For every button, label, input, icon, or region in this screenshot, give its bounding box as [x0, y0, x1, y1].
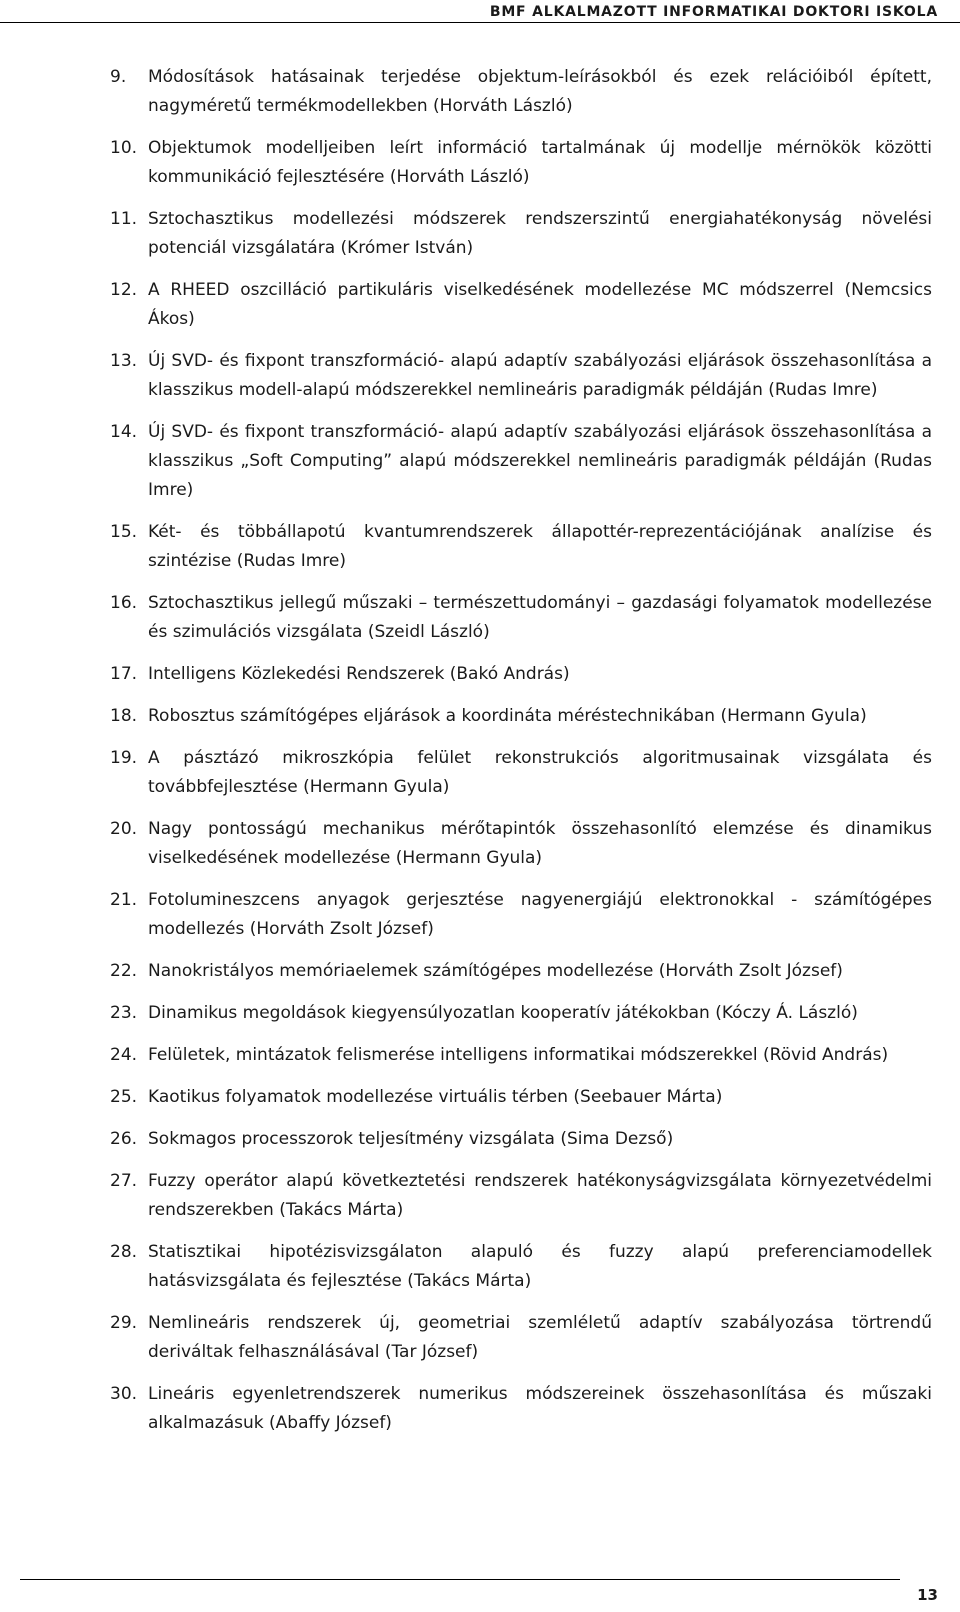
- list-item-number: 11.: [110, 209, 138, 229]
- list-item-number: 21.: [110, 890, 138, 910]
- list-item: [110, 518, 932, 576]
- list-item-number: 30.: [110, 1384, 138, 1404]
- list-item-text: Sztochasztikus jellegű műszaki – természettudományi – gazdasági folyamatok modellezése és szimulációs vizsgálata (Szeidl László): [148, 593, 932, 642]
- list-item: [110, 815, 932, 873]
- list-item: [110, 205, 932, 263]
- list-item: [110, 957, 932, 986]
- list-item: [110, 886, 932, 944]
- list-item: [110, 63, 932, 121]
- page-number: 13: [917, 1586, 938, 1604]
- page-footer: [0, 1552, 960, 1612]
- list-item-number: 14.: [110, 422, 138, 442]
- list-item-text: Dinamikus megoldások kiegyensúlyozatlan kooperatív játékokban (Kóczy Á. László): [148, 1003, 858, 1023]
- list-item-text: Új SVD- és fixpont transzformáció- alapú adaptív szabályozási eljárások összehasonlítása a klasszikus modell-alapú módszerekkel nemlineáris paradigmák példáján (Rudas Imre): [148, 351, 932, 400]
- list-item: [110, 1083, 932, 1112]
- list-item-text: Sokmagos processzorok teljesítmény vizsgálata (Sima Dezső): [148, 1129, 674, 1149]
- list-item: [110, 702, 932, 731]
- list-item-text: Lineáris egyenletrendszerek numerikus módszereinek összehasonlítása és műszaki alkalmazásuk (Abaffy József): [148, 1384, 932, 1433]
- list-item: [110, 999, 932, 1028]
- list-item-text: Objektumok modelljeiben leírt információ tartalmának új modellje mérnökök közötti kommunikáció fejlesztésére (Horváth László): [148, 138, 932, 187]
- list-item-number: 15.: [110, 522, 138, 542]
- list-item-text: Nagy pontosságú mechanikus mérőtapintók összehasonlító elemzése és dinamikus viselkedésének modellezése (Hermann Gyula): [148, 819, 932, 868]
- list-item: [110, 134, 932, 192]
- list-item: [110, 660, 932, 689]
- list-item: [110, 276, 932, 334]
- list-item: [110, 1238, 932, 1296]
- list-item-text: Sztochasztikus modellezési módszerek rendszerszintű energiahatékonyság növelési potenciál vizsgálatára (Krómer István): [148, 209, 932, 258]
- list-item: [110, 744, 932, 802]
- list-item-number: 17.: [110, 664, 138, 684]
- list-item-text: Nanokristályos memóriaelemek számítógépes modellezése (Horváth Zsolt József): [148, 961, 843, 981]
- list-item: [110, 347, 932, 405]
- list-item: [110, 589, 932, 647]
- header-divider: [0, 22, 960, 23]
- list-item-text: Intelligens Közlekedési Rendszerek (Bakó András): [148, 664, 570, 684]
- page-header: [0, 0, 960, 30]
- list-item-number: 23.: [110, 1003, 138, 1023]
- list-item-number: 13.: [110, 351, 138, 371]
- list-item-number: 12.: [110, 280, 138, 300]
- list-item-number: 25.: [110, 1087, 138, 1107]
- list-item: [110, 1309, 932, 1367]
- list-item-text: Két- és többállapotú kvantumrendszerek állapottér-reprezentációjának analízise és szintézise (Rudas Imre): [148, 522, 932, 571]
- list-item-number: 24.: [110, 1045, 138, 1065]
- list-item: [110, 1380, 932, 1438]
- list-item-text: Kaotikus folyamatok modellezése virtuális térben (Seebauer Márta): [148, 1087, 723, 1107]
- list-item-text: Módosítások hatásainak terjedése objektum-leírásokból és ezek relációiból épített, nagyméretű termékmodellekben (Horváth László): [148, 67, 932, 116]
- topic-list: [110, 63, 932, 1451]
- footer-divider: [20, 1579, 900, 1580]
- list-item: [110, 418, 932, 505]
- list-item-text: Statisztikai hipotézisvizsgálaton alapuló és fuzzy alapú preferenciamodellek hatásvizsgálata és fejlesztése (Takács Márta): [148, 1242, 932, 1291]
- list-item-text: A RHEED oszcilláció partikuláris viselkedésének modellezése MC módszerrel (Nemcsics Ákos): [148, 280, 932, 329]
- list-item-text: Nemlineáris rendszerek új, geometriai szemléletű adaptív szabályozása törtrendű deriváltak felhasználásával (Tar József): [148, 1313, 932, 1362]
- list-item-number: 29.: [110, 1313, 138, 1333]
- list-item-number: 22.: [110, 961, 138, 981]
- list-item: [110, 1125, 932, 1154]
- list-item-text: Fotolumineszcens anyagok gerjesztése nagyenergiájú elektronokkal - számítógépes modellezés (Horváth Zsolt József): [148, 890, 932, 939]
- list-item-number: 28.: [110, 1242, 138, 1262]
- list-item-number: 27.: [110, 1171, 138, 1191]
- list-item-number: 26.: [110, 1129, 138, 1149]
- list-item-number: 9.: [110, 67, 127, 87]
- list-item-number: 19.: [110, 748, 138, 768]
- list-item-text: Új SVD- és fixpont transzformáció- alapú adaptív szabályozási eljárások összehasonlítása a klasszikus „Soft Computing” alapú módszerekkel nemlineáris paradigmák példáján (Rudas Imre): [148, 422, 932, 500]
- list-item-number: 10.: [110, 138, 138, 158]
- list-item-number: 18.: [110, 706, 138, 726]
- list-item-text: Robosztus számítógépes eljárások a koordináta méréstechnikában (Hermann Gyula): [148, 706, 867, 726]
- list-item: [110, 1041, 932, 1070]
- list-item-text: A pásztázó mikroszkópia felület rekonstrukciós algoritmusainak vizsgálata és továbbfejlesztése (Hermann Gyula): [148, 748, 932, 797]
- list-item: [110, 1167, 932, 1225]
- list-item-number: 16.: [110, 593, 138, 613]
- list-item-text: Fuzzy operátor alapú következtetési rendszerek hatékonyságvizsgálata környezetvédelmi rendszerekben (Takács Márta): [148, 1171, 932, 1220]
- list-item-number: 20.: [110, 819, 138, 839]
- list-item-text: Felületek, mintázatok felismerése intelligens informatikai módszerekkel (Rövid András): [148, 1045, 889, 1065]
- header-title: BMF ALKALMAZOTT INFORMATIKAI DOKTORI ISKOLA: [489, 4, 938, 20]
